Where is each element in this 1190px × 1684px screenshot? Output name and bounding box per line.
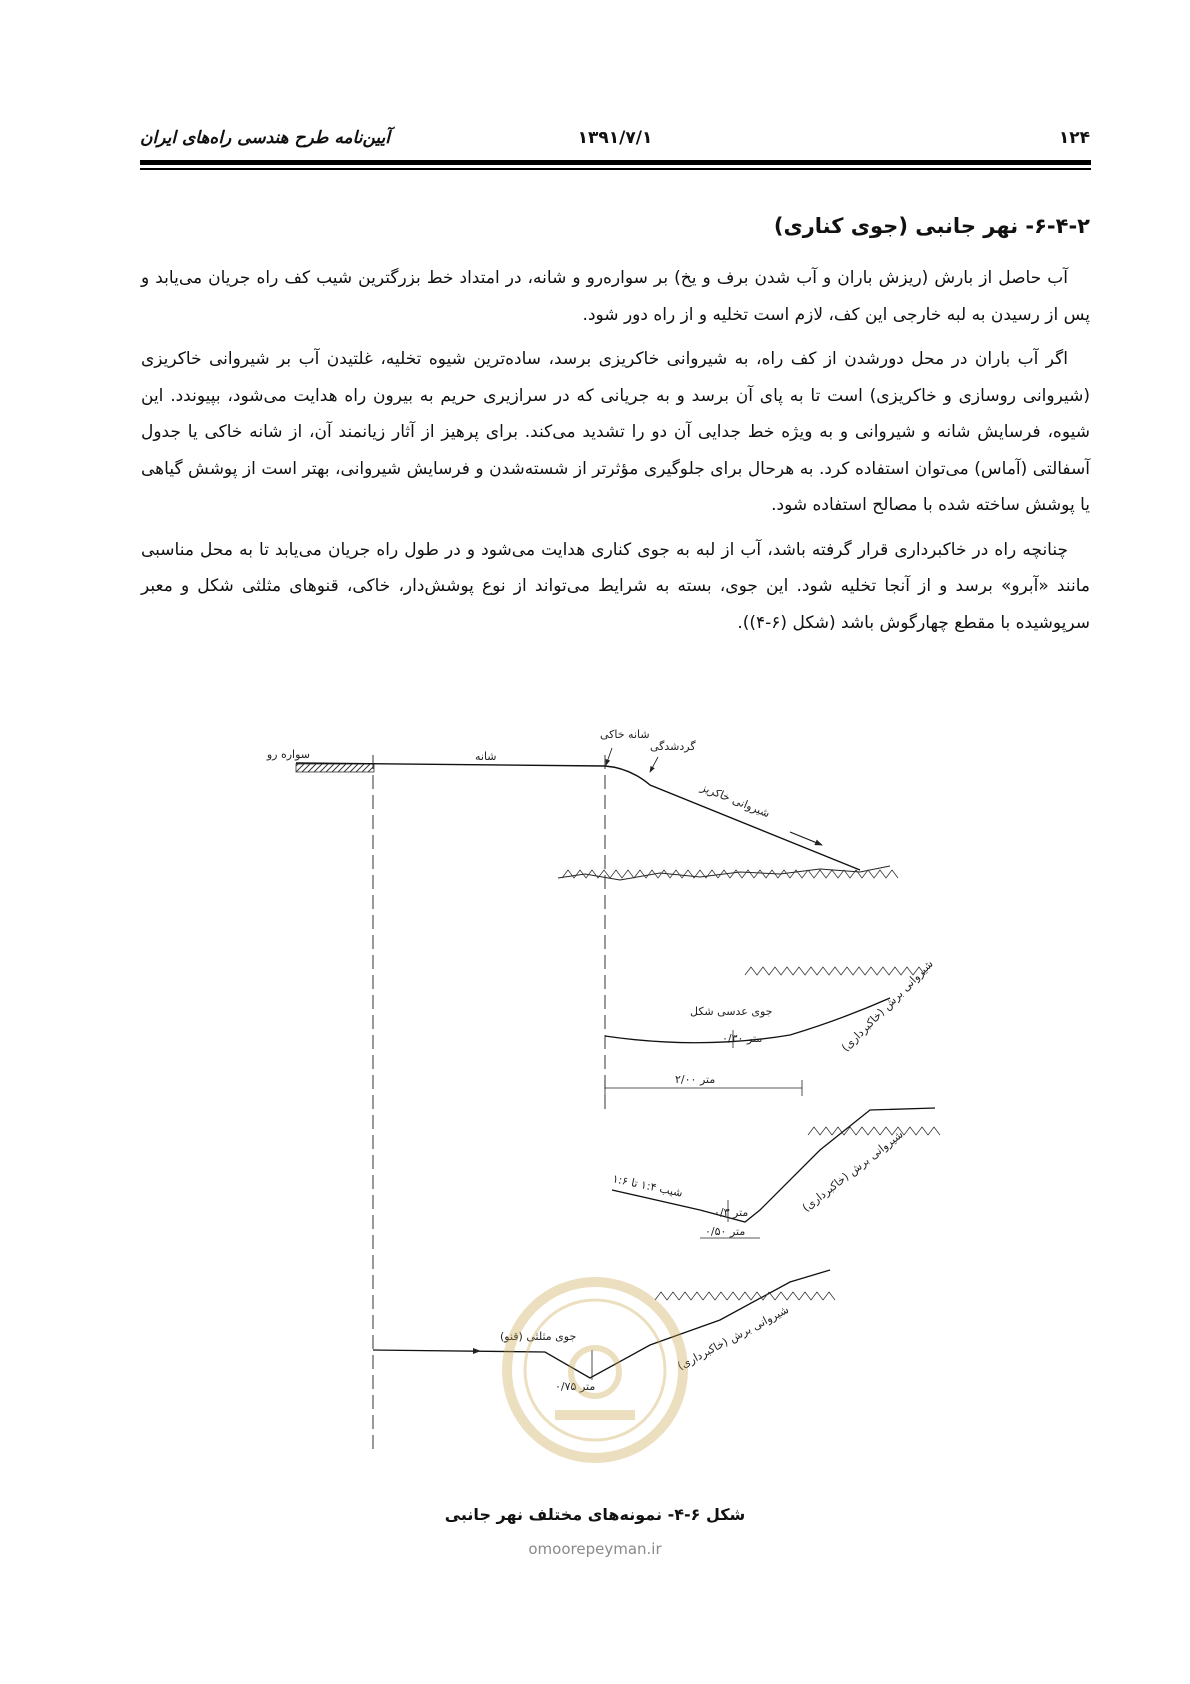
ground-zigzag-4 — [655, 1292, 835, 1300]
label-depth-03: ۰/۳ متر — [714, 1206, 749, 1219]
label-rounding: گردشدگی — [650, 740, 696, 753]
rounding-arrow — [650, 757, 658, 772]
figure-caption: شکل ۶-۴- نمونه‌های مختلف نهر جانبی — [444, 1505, 746, 1524]
watermark-seal — [507, 1282, 683, 1458]
header-title: آیین‌نامه طرح هندسی راه‌های ایران — [140, 128, 390, 148]
ground-zigzag-2 — [745, 967, 925, 975]
pavement-hatch — [296, 764, 374, 772]
label-depth-030: ۰/۳۰ متر — [722, 1032, 763, 1045]
label-carriageway: سواره رو — [266, 748, 310, 761]
watermark-site: omoorepeyman.ir — [528, 1540, 662, 1558]
label-cut-slope-3: شیروانی برش (خاکبرداری) — [675, 1302, 791, 1373]
label-cut-slope-2: شیروانی برش (خاکبرداری) — [799, 1127, 906, 1215]
ground-zigzag-3 — [808, 1127, 940, 1135]
page-number: ۱۲۴ — [1058, 128, 1090, 148]
label-slope-ratio: شیب ۱:۴ تا ۱:۶ — [611, 1172, 684, 1200]
label-depth-075: ۰/۷۵ متر — [555, 1380, 596, 1393]
label-earth-shoulder: شانه خاکی — [600, 728, 650, 741]
paragraph: اگر آب باران در محل دورشدن از کف راه، به شیروانی خاکریزی برسد، ساده‌ترین شیوه تخلیه، غلتیدن آب بر شیروانی خاکریزی (شیروانی روسازی و خاکریزی) است تا به پای آن برسد و به جریانی که در سرازیری حریم به بیرون راه هدایت می‌شود، بپیوندد. این شیوه، فرسایش شانه و شیروانی و به ویژه خط جدایی آن دو را تشدید می‌کند. برای پرهیز از آثار زیانمند آن، از شانه خاکی یا جدول آسفالتی (آماس) می‌توان استفاده کرد. به هرحال برای جلوگیری مؤثرتر از شسته‌شدن و فرسایش شیروانی، بهتر است از پوشش گیاهی یا پوشش ساخته شده با مصالح استفاده شود. — [141, 349, 1090, 515]
paragraph: آب حاصل از بارش (ریزش باران و آب شدن برف و یخ) بر سواره‌رو و شانه، در امتداد خط بزرگترین شیب کف راه جریان می‌یابد و پس از رسیدن به لبه خارجی این کف، لازم است تخلیه و از راه دور شود. — [141, 268, 1090, 325]
header-date: ۱۳۹۱/۷/۱ — [577, 128, 653, 148]
label-width-050: ۰/۵۰ متر — [705, 1225, 746, 1238]
shoulder-arrow — [606, 748, 612, 765]
label-shoulder: شانه — [475, 750, 497, 763]
ground-line-1 — [558, 866, 890, 880]
label-width-200: ۲/۰۰ متر — [675, 1073, 716, 1086]
road-surface-line — [296, 763, 860, 870]
label-triangular-ditch: جوی مثلثی (قنو) — [500, 1330, 577, 1343]
label-fill-slope: شیروانی خاکریز — [698, 780, 772, 821]
section-title: ۶-۴-۲- نهر جانبی (جوی کناری) — [773, 214, 1090, 238]
label-lens-ditch: جوی عدسی شکل — [690, 1005, 773, 1018]
trapezoid-ditch-line — [612, 1108, 935, 1222]
label-cut-slope-1: شیروانی برش (خاکبرداری) — [838, 957, 936, 1055]
paragraph: چنانچه راه در خاکبرداری قرار گرفته باشد، آب از لبه به جوی کناری هدایت می‌شود و در طول راه جریان می‌یابد تا به محل مناسبی مانند «آبرو» برسد و از آنجا تخلیه شود. این جوی، بسته به شرایط می‌تواند از نوع پوشش‌دار، خاکی، قنوهای مثلثی شکل و معبر سرپوشیده با مقطع چهارگوش باشد (شکل (۶-۴)). — [141, 539, 1090, 633]
